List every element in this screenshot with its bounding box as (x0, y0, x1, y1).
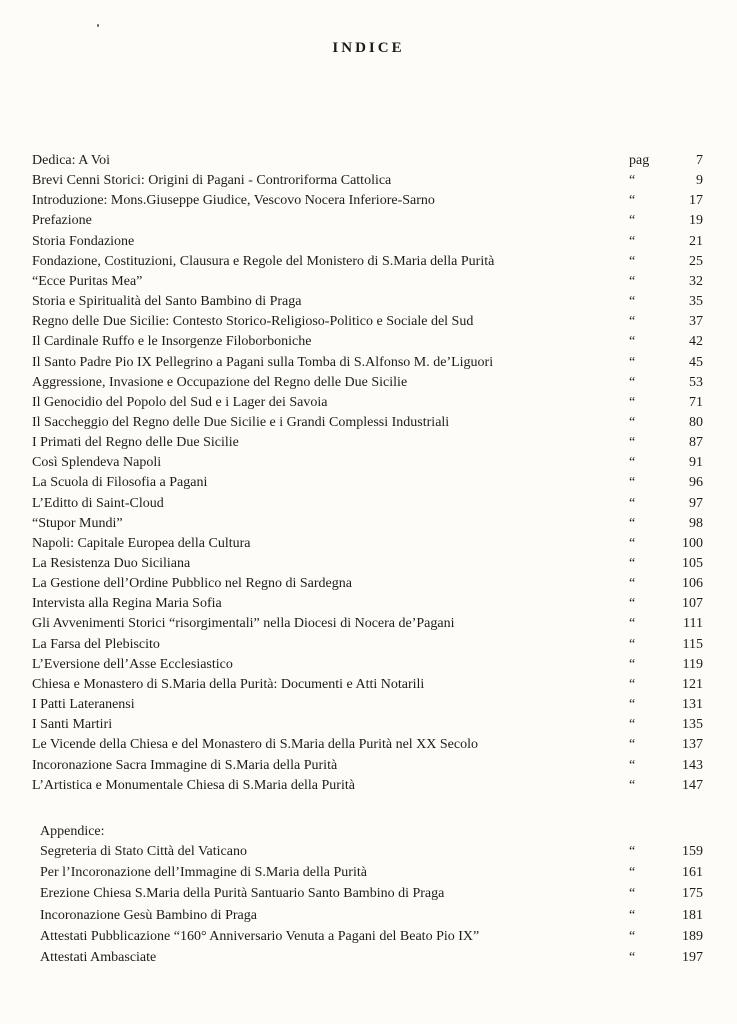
toc-page-number: 19 (689, 213, 703, 229)
toc-row (0, 171, 737, 191)
toc-page-marker: “ (629, 414, 636, 430)
toc-row (0, 151, 737, 171)
toc-entry-title: Chiesa e Monastero di S.Maria della Purità: Documenti e Atti Notarili (32, 676, 425, 692)
toc-entry-title: Per l’Incoronazione dell’Immagine di S.Maria della Purità (40, 865, 367, 881)
toc-entry-title: L’Editto di Saint-Cloud (32, 495, 164, 511)
toc-page-number: 9 (696, 173, 703, 189)
toc-page-marker: “ (629, 173, 636, 189)
toc-page-marker: “ (629, 844, 636, 859)
toc-entry-title: La Scuola di Filosofia a Pagani (32, 475, 208, 491)
toc-page-marker: “ (629, 950, 636, 965)
toc-row (0, 776, 737, 796)
toc-row (0, 393, 737, 413)
toc-page-number: 181 (682, 907, 703, 923)
toc-page-marker: “ (629, 636, 636, 652)
toc-page-number: 137 (682, 737, 703, 753)
toc-entry-title: Il Saccheggio del Regno delle Due Sicilie e i Grandi Complessi Industriali (32, 414, 450, 430)
toc-page-marker: “ (629, 656, 636, 672)
toc-entry-title: L’Artistica e Monumentale Chiesa di S.Maria della Purità (32, 777, 355, 793)
toc-row (0, 534, 737, 554)
toc-page-number: 159 (682, 844, 703, 859)
toc-page-marker: “ (629, 314, 636, 330)
toc-page-number: 106 (682, 576, 703, 592)
toc-row (0, 554, 737, 574)
toc-row (0, 252, 737, 272)
toc-row (0, 635, 737, 655)
toc-entry-title: I Patti Lateranensi (32, 697, 135, 713)
toc-entry-title: I Primati del Regno delle Due Sicilie (32, 435, 239, 451)
toc-entry-title: L’Eversione dell’Asse Ecclesiastico (32, 656, 233, 672)
toc-page-number: 197 (682, 950, 703, 965)
toc-page-marker: “ (629, 455, 636, 471)
toc-page-number: 131 (682, 697, 703, 713)
toc-entry-title: Storia e Spiritualità del Santo Bambino di Praga (32, 294, 302, 310)
toc-page-number: 143 (682, 757, 703, 773)
toc-entry-title: Regno delle Due Sicilie: Contesto Storico-Religioso-Politico e Sociale del Sud (32, 314, 474, 330)
toc-page-number: 32 (689, 273, 703, 289)
toc-page-number: 21 (689, 233, 703, 249)
toc-row (0, 948, 737, 968)
toc-page-number: 71 (689, 394, 703, 410)
toc-page-number: 100 (682, 535, 703, 551)
toc-page-number: 35 (689, 294, 703, 310)
toc-page-marker: “ (629, 907, 636, 923)
toc-row (0, 756, 737, 776)
toc-page-marker: “ (629, 556, 636, 571)
toc-page-number: 111 (683, 616, 703, 632)
toc-page-number: 147 (682, 777, 703, 793)
paper-speck (97, 24, 99, 27)
toc-page-marker: “ (629, 334, 636, 350)
toc-page-number: 45 (689, 354, 703, 370)
toc-page-number: 161 (682, 865, 703, 881)
toc-page-number: 87 (689, 435, 703, 451)
toc-row (0, 453, 737, 473)
toc-row (0, 927, 737, 947)
toc-row (0, 614, 737, 634)
toc-row (0, 332, 737, 352)
toc-entry-title: Brevi Cenni Storici: Origini di Pagani - Controriforma Cattolica (32, 173, 392, 189)
toc-entry-title: Così Splendeva Napoli (32, 455, 162, 471)
toc-entry-title: Introduzione: Mons.Giuseppe Giudice, Vescovo Nocera Inferiore-Sarno (32, 193, 435, 209)
toc-row (0, 292, 737, 312)
toc-entry-title: Erezione Chiesa S.Maria della Purità Santuario Santo Bambino di Praga (40, 886, 445, 902)
toc-entry-title: “Ecce Puritas Mea” (32, 273, 143, 289)
toc-row (0, 906, 737, 926)
toc-entry-title: Incoronazione Sacra Immagine di S.Maria della Purità (32, 757, 338, 773)
toc-page-marker: “ (629, 193, 636, 209)
toc-row (0, 473, 737, 493)
toc-page-marker: “ (629, 273, 636, 289)
toc-page-marker: “ (629, 294, 636, 310)
toc-entry-title: Il Genocidio del Popolo del Sud e i Lager dei Savoia (32, 394, 328, 410)
toc-row (0, 884, 737, 904)
toc-row (0, 494, 737, 514)
toc-page-number: 7 (696, 153, 703, 168)
toc-page-number: 25 (689, 253, 703, 269)
toc-page-marker: “ (629, 515, 636, 531)
toc-page-number: 115 (682, 636, 703, 652)
appendix-heading: Appendice: (40, 824, 105, 839)
toc-page-marker: “ (629, 435, 636, 451)
toc-page-number: 91 (689, 455, 703, 471)
toc-page-marker: “ (629, 865, 636, 881)
toc-entry-title: Attestati Pubblicazione “160° Anniversario Venuta a Pagani del Beato Pio IX” (40, 928, 480, 944)
toc-row (0, 211, 737, 231)
toc-page-marker: “ (629, 676, 636, 692)
toc-page-marker: “ (629, 757, 636, 773)
toc-row (0, 863, 737, 883)
toc-page-number: 121 (682, 676, 703, 692)
toc-row (0, 232, 737, 252)
toc-page-marker: “ (629, 596, 636, 612)
toc-entry-title: Incoronazione Gesù Bambino di Praga (40, 907, 257, 923)
toc-page-marker: “ (629, 777, 636, 793)
toc-entry-title: Il Santo Padre Pio IX Pellegrino a Pagani sulla Tomba di S.Alfonso M. de’Liguori (32, 354, 494, 370)
toc-row (0, 675, 737, 695)
toc-row (0, 272, 737, 292)
toc-page-number: 80 (689, 414, 703, 430)
toc-entry-title: Prefazione (32, 213, 92, 229)
toc-page-number: 107 (682, 596, 703, 612)
toc-row (0, 715, 737, 735)
toc-page-number: 98 (689, 515, 703, 531)
toc-page-marker: “ (629, 495, 636, 511)
toc-row (0, 191, 737, 211)
toc-row (0, 373, 737, 393)
toc-row (0, 413, 737, 433)
toc-page-marker: “ (629, 374, 636, 390)
toc-row (0, 433, 737, 453)
toc-entry-title: Il Cardinale Ruffo e le Insorgenze Filoborboniche (32, 334, 312, 350)
toc-entry-title: La Farsa del Plebiscito (32, 636, 160, 652)
toc-page-number: 119 (682, 656, 703, 672)
toc-row (0, 735, 737, 755)
toc-page-marker: “ (629, 697, 636, 713)
toc-entry-title: Le Vicende della Chiesa e del Monastero di S.Maria della Purità nel XX Secolo (32, 737, 478, 753)
toc-entry-title: Gli Avvenimenti Storici “risorgimentali” nella Diocesi di Nocera de’Pagani (32, 616, 455, 632)
toc-row (0, 842, 737, 862)
toc-entry-title: La Resistenza Duo Siciliana (32, 556, 191, 571)
toc-row (0, 655, 737, 675)
toc-page-number: 96 (689, 475, 703, 491)
toc-entry-title: Intervista alla Regina Maria Sofia (32, 596, 222, 612)
toc-row (0, 514, 737, 534)
toc-page-marker: “ (629, 576, 636, 592)
toc-page-marker: “ (629, 475, 636, 491)
toc-page-number: 37 (689, 314, 703, 330)
toc-entry-title: Segreteria di Stato Città del Vaticano (40, 844, 247, 859)
toc-entry-title: Attestati Ambasciate (40, 950, 157, 965)
toc-entry-title: Dedica: A Voi (32, 153, 111, 168)
toc-row (0, 312, 737, 332)
toc-row (0, 353, 737, 373)
toc-page-number: 97 (689, 495, 703, 511)
toc-page-marker: “ (629, 354, 636, 370)
toc-entry-title: Fondazione, Costituzioni, Clausura e Regole del Monistero di S.Maria della Purità (32, 253, 495, 269)
toc-entry-title: Napoli: Capitale Europea della Cultura (32, 535, 251, 551)
toc-page-marker: “ (629, 616, 636, 632)
page-title: INDICE (332, 40, 405, 56)
toc-entry-title: Storia Fondazione (32, 233, 135, 249)
toc-entry-title: Aggressione, Invasione e Occupazione del Regno delle Due Sicilie (32, 374, 408, 390)
toc-page-number: 135 (682, 717, 703, 733)
toc-page-marker: “ (629, 928, 636, 944)
toc-page-number: 42 (689, 334, 703, 350)
toc-row (0, 574, 737, 594)
toc-page-marker: “ (629, 737, 636, 753)
toc-row (0, 695, 737, 715)
toc-row (0, 594, 737, 614)
toc-page-number: 175 (682, 886, 703, 902)
toc-page-marker: “ (629, 717, 636, 733)
toc-page-marker: “ (629, 213, 636, 229)
toc-page-marker: “ (629, 233, 636, 249)
toc-page-number: 17 (689, 193, 703, 209)
toc-page-number: 53 (689, 374, 703, 390)
toc-page-marker: “ (629, 886, 636, 902)
toc-entry-title: “Stupor Mundi” (32, 515, 123, 531)
toc-page-number: 105 (682, 556, 703, 571)
toc-page-marker: pag (629, 153, 650, 168)
toc-page-number: 189 (682, 928, 703, 944)
toc-entry-title: La Gestione dell’Ordine Pubblico nel Regno di Sardegna (32, 576, 352, 592)
toc-page-marker: “ (629, 535, 636, 551)
toc-page-marker: “ (629, 253, 636, 269)
toc-entry-title: I Santi Martiri (32, 717, 113, 733)
toc-page-marker: “ (629, 394, 636, 410)
